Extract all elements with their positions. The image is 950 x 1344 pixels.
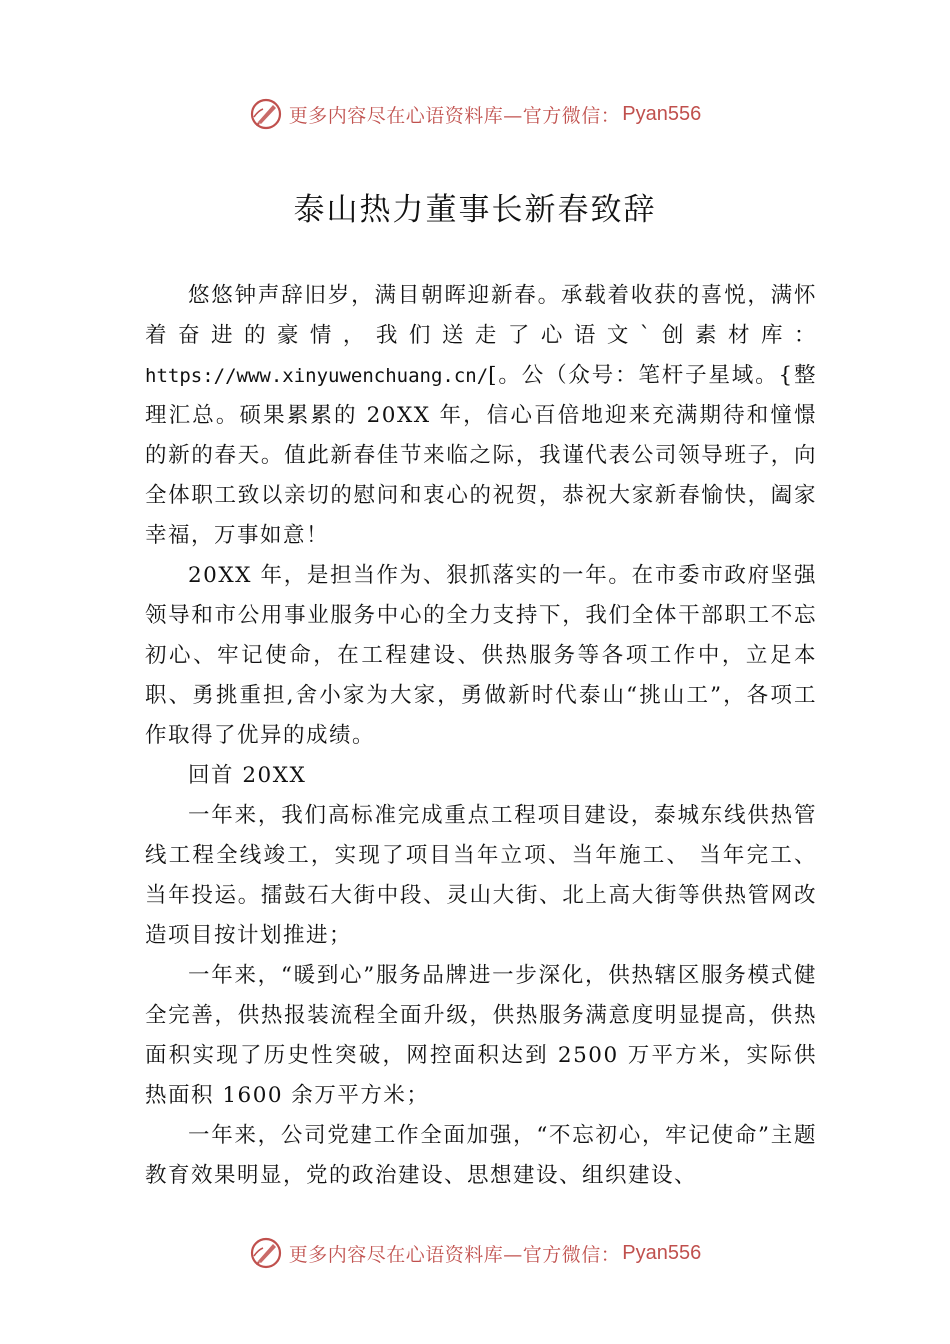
paragraph-service: 一年来，“暖到心”服务品牌进一步深化，供热辖区服务模式健全完善，供热报装流程全面升级，供热服务满意度明显提高，供热面积实现了历史性突破，网控面积达到 2500 万平方米，实际供热面积 1600 余万平方米；	[145, 963, 817, 1108]
paragraph-year-summary: 20XX 年，是担当作为、狠抓落实的一年。在市委市政府坚强领导和市公用事业服务中心的全力支持下，我们全体干部职工不忘初心、牢记使命，在工程建设、供热服务等各项工作中，立足本职、勇挑重担,舍小家为大家，勇做新时代泰山“挑山工”，各项工作取得了优异的成绩。	[145, 563, 817, 748]
pen-circle-logo-icon	[249, 1236, 283, 1270]
footer-watermark-text: 更多内容尽在心语资料库—官方微信：	[288, 1243, 621, 1266]
paragraph-intro-text-1: 悠悠钟声辞旧岁，满目朝晖迎新春。承载着收获的喜悦，满怀着奋进的豪情，我们送走了心语文`创素材库：	[145, 283, 817, 348]
paragraph-party-building: 一年来，公司党建工作全面加强，“不忘初心，牢记使命”主题教育效果明显，党的政治建设、思想建设、组织建设、	[145, 1123, 817, 1188]
document-body	[145, 276, 817, 1196]
paragraph-engineering: 一年来，我们高标准完成重点工程项目建设，泰城东线供热管线工程全线竣工，实现了项目当年立项、当年施工、 当年完工、当年投运。擂鼓石大街中段、灵山大街、北上高大街等供热管网改造项目按计划推进；	[145, 803, 817, 948]
pen-circle-logo-icon	[249, 97, 283, 131]
paragraph-intro	[145, 276, 817, 556]
footer-watermark-wechat: Pyan556	[622, 1241, 702, 1264]
section-heading-review: 回首 20XX	[188, 763, 307, 788]
source-url-link[interactable]: https://www.xinyuwenchuang.cn/	[145, 365, 489, 387]
document-title: 泰山热力董事长新春致辞	[293, 192, 657, 228]
header-watermark-banner	[0, 94, 950, 134]
header-watermark-text: 更多内容尽在心语资料库—官方微信：	[288, 104, 621, 127]
footer-watermark-banner	[0, 1233, 950, 1273]
paragraph-intro-text-2: [。公（众号：笔杆子星域。{整理汇总。硕果累累的 20XX 年，信心百倍地迎来充满期待和憧憬的新的春天。值此新春佳节来临之际，我谨代表公司领导班子，向全体职工致以亲切的慰问和衷心的祝贺，恭祝大家新春愉快，阖家幸福，万事如意！	[145, 363, 817, 548]
header-watermark-wechat: Pyan556	[622, 102, 702, 125]
